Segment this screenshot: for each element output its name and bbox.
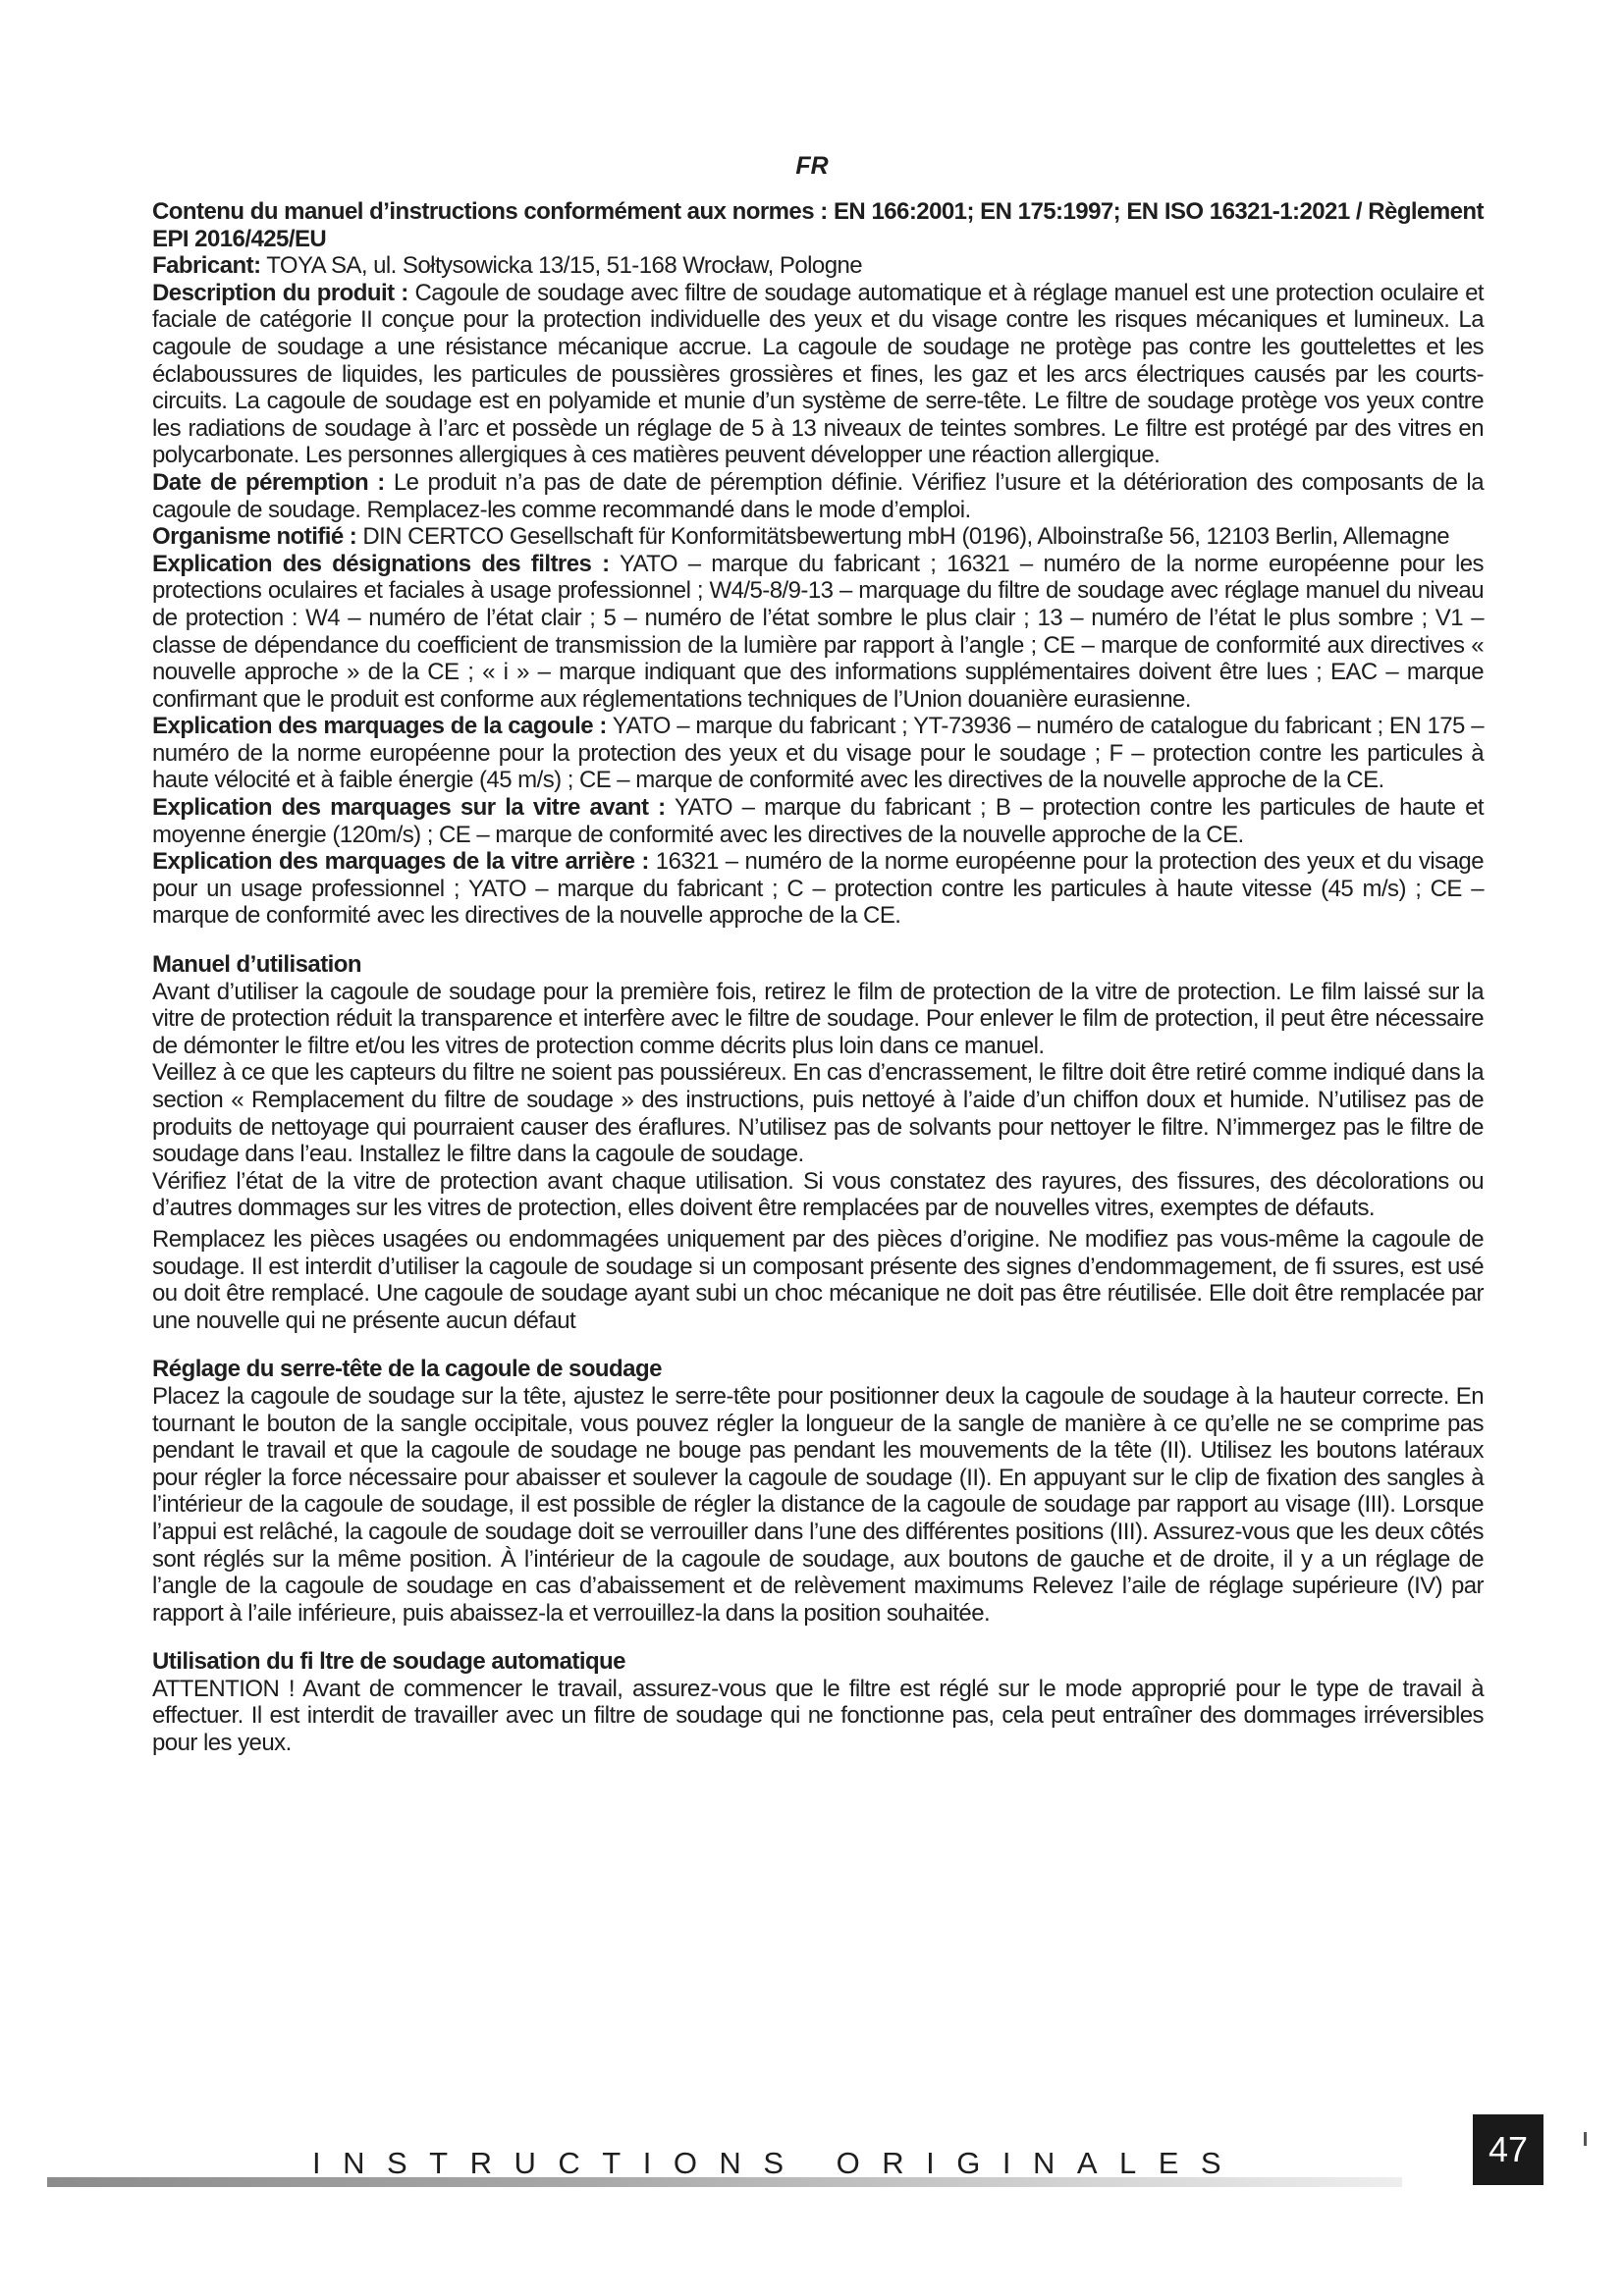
usage-paragraph-4: Remplacez les pièces usagées ou endommagées uniquement par des pièces d’origine. Ne modifiez pas vous-même la cagoule de soudage. Il est interdit d’utiliser la cagoule de soudage si un composant présente des signes d’endommagement, de fi ssures, est usé ou doit être remplacé. Une cagoule de soudage ayant subi un choc mécanique ne doit pas être réutilisée. Elle doit être remplacée par une nouvelle qui ne présente aucun défaut (152, 1225, 1484, 1334)
filter-markings-label: Explication des désignations des filtres : (152, 550, 610, 577)
front-glass-markings-label: Explication des marquages sur la vitre avant : (152, 794, 666, 822)
hood-markings-text: YATO – marque du fabricant ; YT-73936 – numéro de catalogue du fabricant ; EN 175 – numéro de la norme européenne pour la protection des yeux et du visage pour le soudage ; F – protection contre les particules à haute vélocité et à faible énergie (45 m/s) ; CE – marque de conformité avec les directives de la nouvelle approche de la CE. (152, 713, 1484, 794)
front-glass-markings-text: YATO – marque du fabricant ; B – protection contre les particules de haute et moyenne énergie (120m/s) ; CE – marque de conformité avec les directives de la nouvelle approche de la CE. (152, 794, 1484, 848)
section-title-headband: Réglage du serre-tête de la cagoule de soudage (152, 1356, 662, 1383)
expiry-paragraph (152, 469, 1484, 523)
description-paragraph (152, 280, 1484, 469)
manual-content (152, 198, 1484, 1757)
page-edge-mark (1584, 2132, 1587, 2146)
rear-glass-markings-label: Explication des marquages de la vitre arrière : (152, 848, 649, 876)
footer-label: INSTRUCTIONS ORIGINALES (312, 2146, 1244, 2180)
usage-paragraph-3: Vérifiez l’état de la vitre de protection avant chaque utilisation. Si vous constatez des rayures, des fissures, des décolorations ou d’autres dommages sur les vitres de protection, elles doivent être remplacées par de nouvelles vitres, exemptes de défauts. (152, 1167, 1484, 1222)
section-title-filter: Utilisation du fi ltre de soudage automatique (152, 1648, 625, 1676)
front-glass-markings-paragraph (152, 794, 1484, 848)
page-number: 47 (1473, 2114, 1543, 2185)
manufacturer-text: TOYA SA, ul. Sołtysowicka 13/15, 51-168 Wrocław, Pologne (260, 252, 863, 280)
description-text: Cagoule de soudage avec filtre de soudage automatique et à réglage manuel est une protection oculaire et faciale de catégorie II conçue pour la protection individuelle des yeux et du visage contre les risques mécaniques et lumineux. La cagoule de soudage a une résistance mécanique accrue. La cagoule de soudage ne protège pas contre les gouttelettes et les éclaboussures de liquides, les particules de poussières grossières et fines, les gaz et les arcs électriques causés par les courts-circuits. La cagoule de soudage est en polyamide et munie d’un système de serre-tête. Le filtre de soudage protège vos yeux contre les radiations de soudage à l’arc et possède un réglage de 5 à 13 niveaux de teintes sombres. Le filtre est protégé par des vitres en polycarbonate. Les personnes allergiques à ces matières peuvent développer une réaction allergique. (152, 279, 1484, 469)
description-label: Description du produit : (152, 279, 408, 306)
notified-body-label: Organisme notifié : (152, 523, 357, 551)
expiry-text: Le produit n’a pas de date de péremption définie. Vérifiez l’usure et la détérioration des composants de la cagoule de soudage. Remplacez-les comme recommandé dans le mode d’emploi. (152, 468, 1484, 523)
filter-markings-text: YATO – marque du fabricant ; 16321 – numéro de la norme européenne pour les protections oculaires et faciales à usage professionnel ; W4/5-8/9-13 – marquage du filtre de soudage avec réglage manuel du niveau de protection : W4 – numéro de l’état clair ; 5 – numéro de l’état sombre le plus clair ; 13 – numéro de l’état le plus sombre ; V1 – classe de dépendance du coefficient de transmission de la lumière par rapport à l’angle ; CE – marque de conformité aux directives « nouvelle approche » de la CE ; « i » – marque indiquant que des informations supplémentaires doivent être lues ; EAC – marque confirmant que le produit est conforme aux réglementations techniques de l’Union douanière eurasienne. (152, 550, 1484, 713)
manufacturer-label: Fabricant: (152, 252, 261, 280)
manufacturer-paragraph (152, 252, 1484, 280)
usage-paragraph-1: Avant d’utiliser la cagoule de soudage pour la première fois, retirez le film de protection de la vitre de protection. Le film laissé sur la vitre de protection réduit la transparence et interfère avec le filtre de soudage. Pour enlever le film de protection, il peut être nécessaire de démonter le filtre et/ou les vitres de protection comme décrits plus loin dans ce manuel. (152, 978, 1484, 1059)
section-title-usage: Manuel d’utilisation (152, 951, 362, 979)
expiry-label: Date de péremption : (152, 468, 385, 496)
notified-body-text: DIN CERTCO Gesellschaft für Konformitätsbewertung mbH (0196), Alboinstraße 56, 12103 Berlin, Allemagne (356, 523, 1450, 551)
usage-paragraph-2: Veillez à ce que les capteurs du filtre ne soient pas poussiéreux. En cas d’encrassement, le filtre doit être retiré comme indiqué dans la section « Remplacement du filtre de soudage » des instructions, puis nettoyé à l’aide d’un chiffon doux et humide. N’utilisez pas de produits de nettoyage qui pourraient causer des éraflures. N’utilisez pas de solvants pour nettoyer le filtre. N’immergez pas le filtre de soudage dans l’eau. Installez le filtre dans la cagoule de soudage. (152, 1059, 1484, 1168)
notified-body-paragraph (152, 523, 1484, 551)
rear-glass-markings-text: 16321 – numéro de la norme européenne pour la protection des yeux et du visage pour un usage professionnel ; YATO – marque du fabricant ; C – protection contre les particules à haute vitesse (45 m/s) ; CE – marque de conformité avec les directives de la nouvelle approche de la CE. (152, 848, 1484, 930)
norms-heading: Contenu du manuel d’instructions conformément aux normes : EN 166:2001; EN 175:1997; EN ISO 16321-1:2021 / Règlement EPI 2016/425/EU (152, 198, 1484, 252)
headband-paragraph: Placez la cagoule de soudage sur la tête, ajustez le serre-tête pour positionner deux la cagoule de soudage à la hauteur correcte. En tournant le bouton de la sangle occipitale, vous pouvez régler la longueur de la sangle de manière à ce qu’elle ne se comprime pas pendant le travail et que la cagoule de soudage ne bouge pas pendant les mouvements de la tête (II). Utilisez les boutons latéraux pour régler la force nécessaire pour abaisser et soulever la cagoule de soudage (II). En appuyant sur le clip de fixation des sangles à l’intérieur de la cagoule de soudage, il est possible de régler la distance de la cagoule de soudage par rapport au visage (III). Lorsque l’appui est relâché, la cagoule de soudage doit se verrouiller dans l’une des différentes positions (III). Assurez-vous que les deux côtés sont réglés sur la même position. À l’intérieur de la cagoule de soudage, aux boutons de gauche et de droite, il y a un réglage de l’angle de la cagoule de soudage en cas d’abaissement et de relèvement maximums Relevez l’aile de réglage supérieure (IV) par rapport à l’aile inférieure, puis abaissez-la et verrouillez-la dans la position souhaitée. (152, 1382, 1484, 1627)
filter-paragraph: ATTENTION ! Avant de commencer le travail, assurez-vous que le filtre est réglé sur le mode approprié pour le type de travail à effectuer. Il est interdit de travailler avec un filtre de soudage qui ne fonctionne pas, cela peut entraîner des dommages irréversibles pour les yeux. (152, 1675, 1484, 1757)
rear-glass-markings-paragraph (152, 848, 1484, 930)
hood-markings-label: Explication des marquages de la cagoule : (152, 713, 607, 740)
language-label: FR (795, 152, 829, 180)
hood-markings-paragraph (152, 713, 1484, 794)
filter-markings-paragraph (152, 551, 1484, 714)
